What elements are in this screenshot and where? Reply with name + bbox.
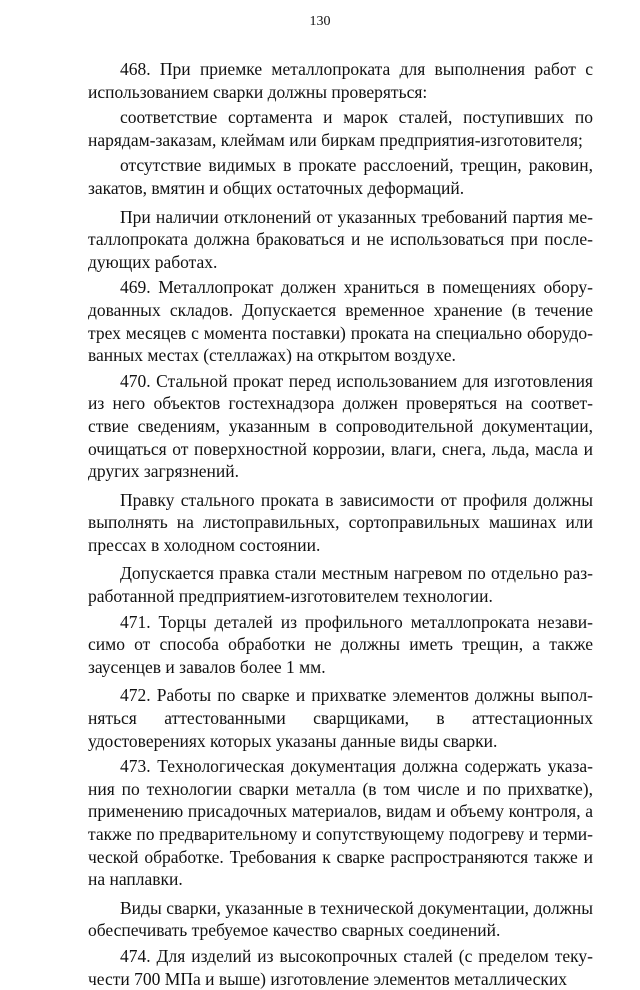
paragraph-470: 470. Стальной прокат перед использованием для изготовления из него объектов гостехнадзора должен проверяться на соответствие сведениям, указанным в сопроводительной документации, очищаться от поверхностной коррозии, влаги, снега, льда, масла и других загрязнений. bbox=[88, 370, 593, 482]
paragraph-470-local-heating: Допускается правка стали местным нагревом по отдельно разработанной предприятием-изготовителем технологии. bbox=[88, 563, 593, 607]
paragraph-468: 468. При приемке металлопроката для выполнения работ с использованием сварки должны проверяться: bbox=[88, 59, 593, 102]
paragraph-470-straightening: Правку стального проката в зависимости от профиля должны выполнять на листоправильных, сортоправильных машинах или прессах в холодном состоянии. bbox=[88, 489, 593, 555]
paragraph-469: 469. Металлопрокат должен храниться в помещениях оборудованных складов. Допускается временное хранение (в течение трех месяцев с момента поставки) проката на специально оборудованных местах (стеллажах) на открытом воздухе. bbox=[88, 277, 593, 366]
document-body bbox=[88, 58, 593, 990]
paragraph-473-welding-types: Виды сварки, указанные в технической документации, должны обеспечивать требуемое качество сварных соединений. bbox=[88, 897, 593, 941]
paragraph-471: 471. Торцы деталей из профильного металлопроката независимо от способа обработки не должны иметь трещин, а также заусенцев и завалов более 1 мм. bbox=[88, 611, 593, 677]
paragraph-468-rejection: При наличии отклонений от указанных требований партия металлопроката должна браковаться и не использоваться при последующих работах. bbox=[88, 206, 593, 272]
paragraph-468-item-1: соответствие сортамента и марок сталей, поступивших по нарядам-заказам, клеймам или биркам предприятия-изготовителя; bbox=[88, 107, 593, 150]
paragraph-472: 472. Работы по сварке и прихватке элементов должны выполняться аттестованными сварщиками, в аттестационных удостоверениях которых указаны данные виды сварки. bbox=[88, 685, 593, 751]
paragraph-474: 474. Для изделий из высокопрочных сталей (с пределом текучести 700 МПа и выше) изготовление элементов металлических bbox=[88, 945, 593, 989]
paragraph-473: 473. Технологическая документация должна содержать указания по технологии сварки металла (в том числе и по прихватке), применению присадочных материалов, видам и объему контроля, а также по предварительному и сопутствующему подогреву и термической обработке. Требования к сварке распространяются также и на наплавки. bbox=[88, 756, 593, 890]
page-number: 130 bbox=[309, 14, 331, 29]
paragraph-468-item-2: отсутствие видимых в прокате расслоений, трещин, раковин, закатов, вмятин и общих остаточных деформаций. bbox=[88, 155, 593, 198]
